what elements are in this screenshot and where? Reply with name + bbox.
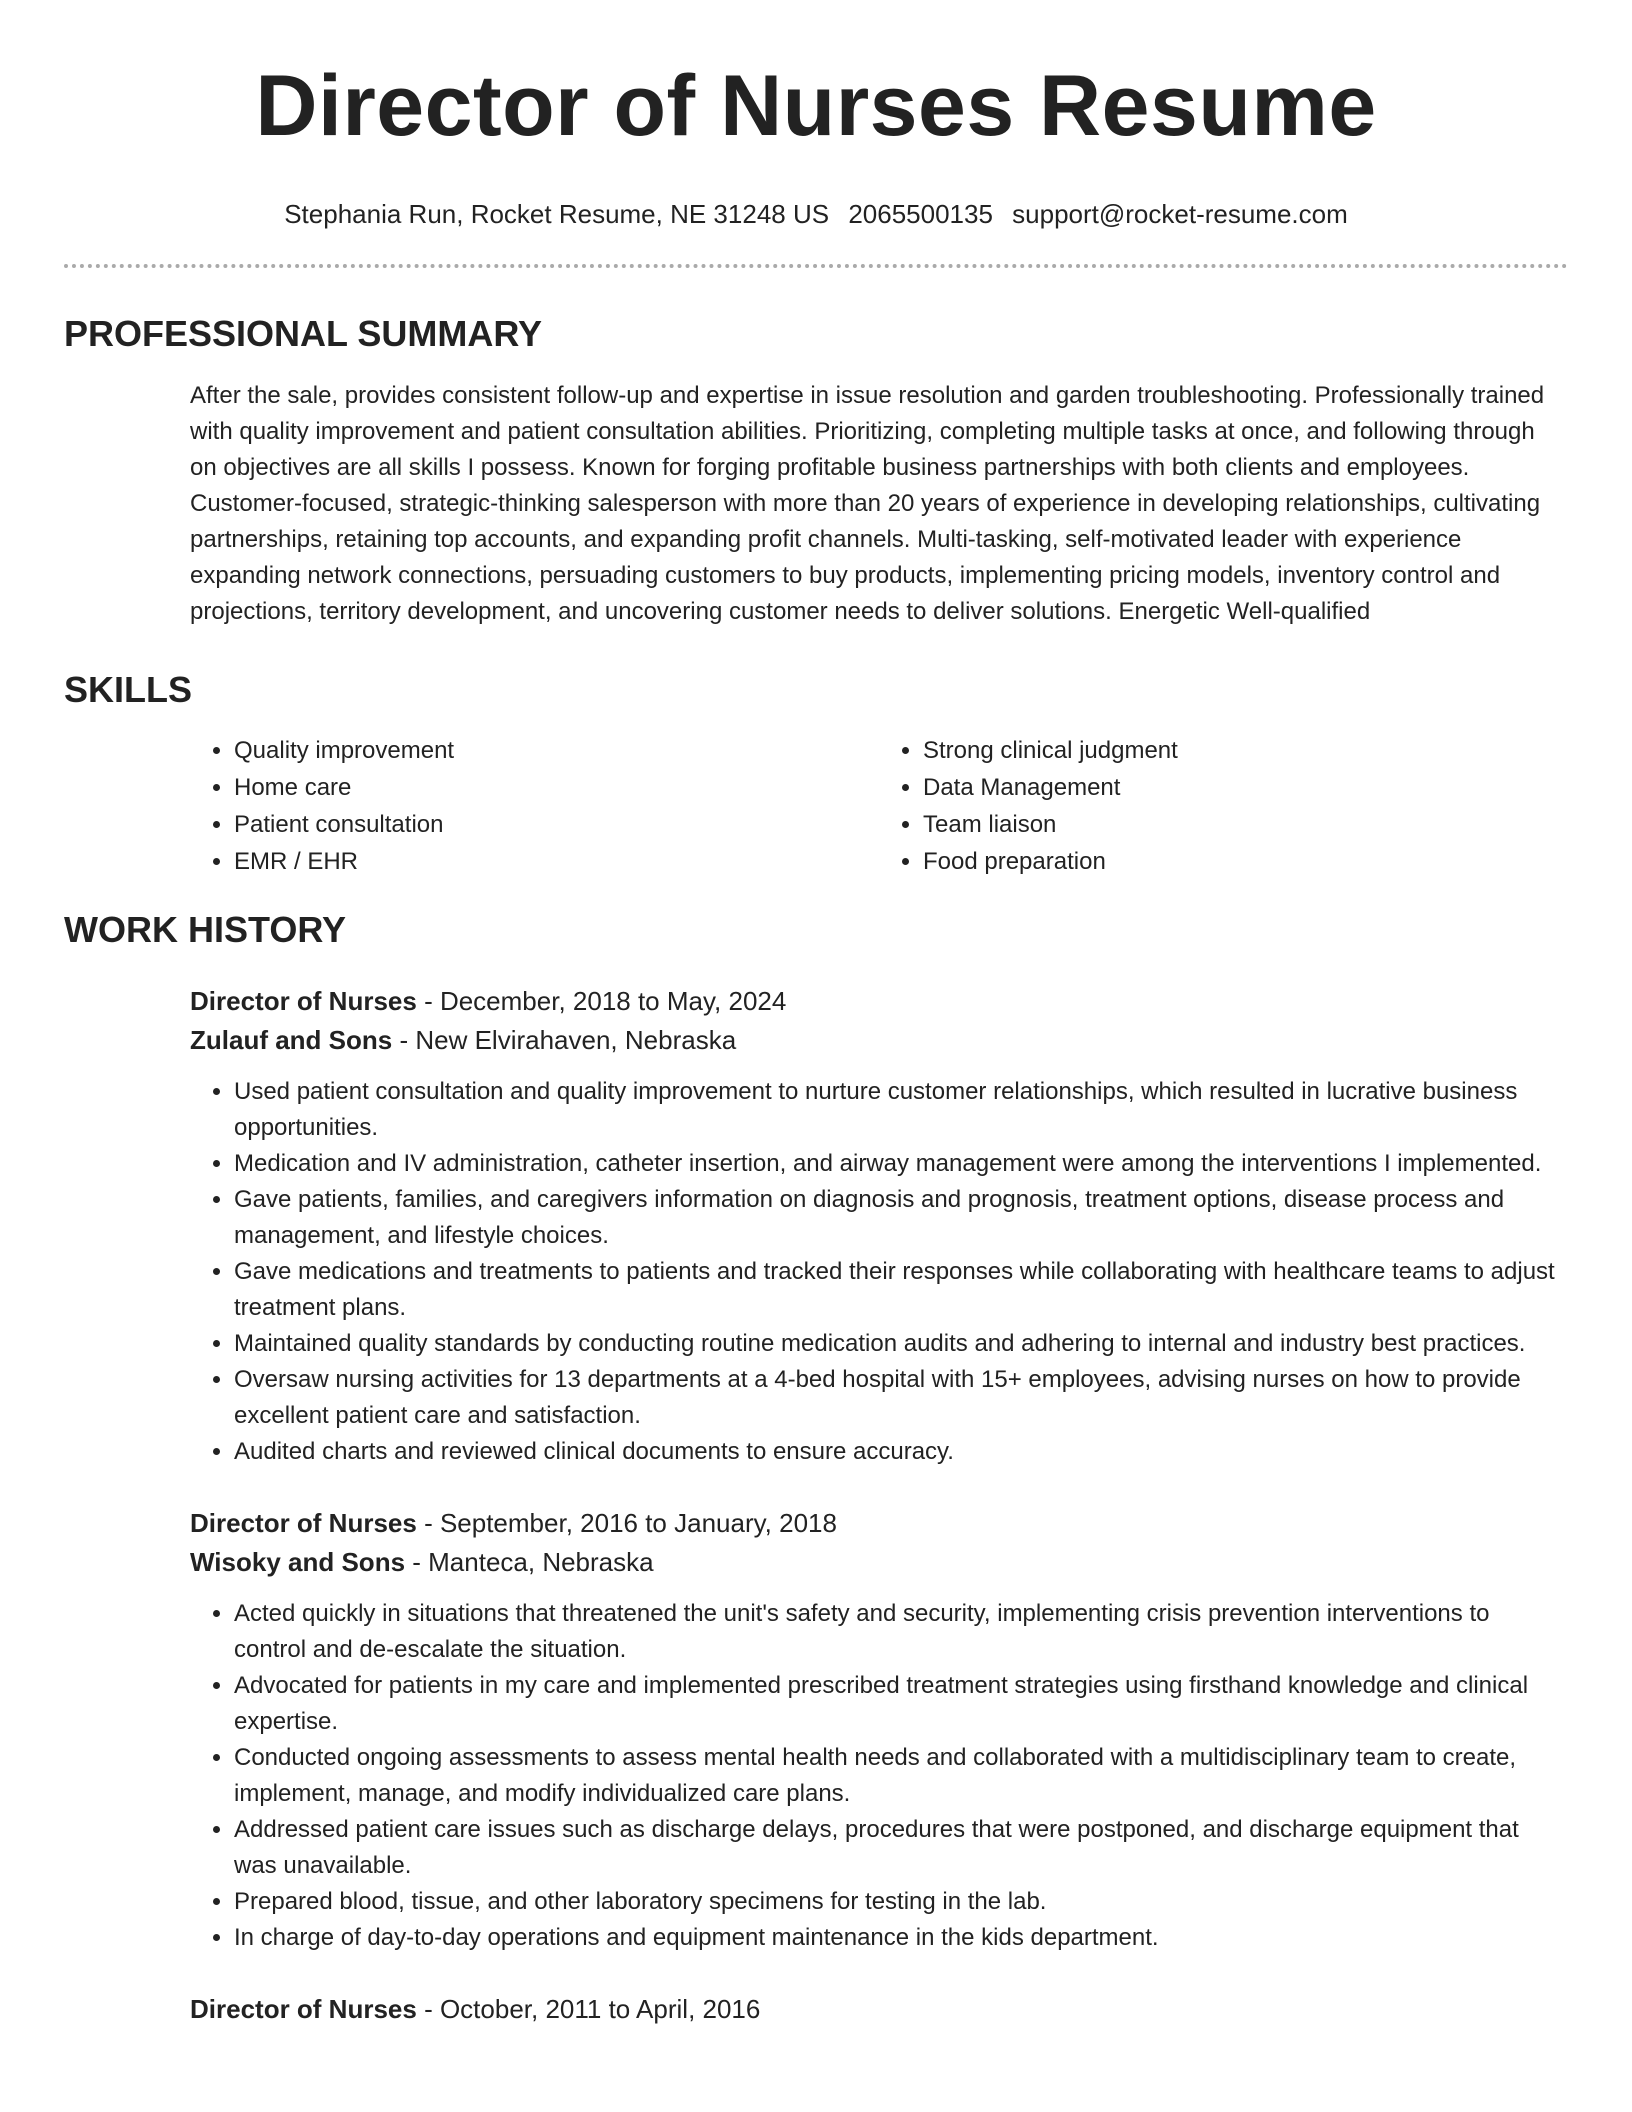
skills-column-left xyxy=(190,732,879,880)
job-company-line xyxy=(190,1543,1568,1582)
work-history-section xyxy=(64,908,1568,2029)
work-history-heading: WORK HISTORY xyxy=(64,909,347,950)
job-bullet: • Addressed patient care issues such as discharge delays, procedures that were postponed, and discharge equipment that was unavailable. xyxy=(234,1812,1568,1884)
job-bullets xyxy=(190,1074,1568,1470)
job-bullets xyxy=(190,1596,1568,1956)
skills-heading: SKILLS xyxy=(64,669,193,710)
job-company: Zulauf and Sons xyxy=(190,1025,393,1055)
job-bullet: • Gave medications and treatments to patients and tracked their responses while collaborating with healthcare teams to adjust treatment plans. xyxy=(234,1254,1568,1326)
job-title: Director of Nurses xyxy=(190,1994,417,2024)
skill-item: • Patient consultation xyxy=(234,806,879,843)
job-bullet: • Conducted ongoing assessments to assess mental health needs and collaborated with a multidisciplinary team to create, implement, manage, and modify individualized care plans. xyxy=(234,1740,1568,1812)
summary-heading: PROFESSIONAL SUMMARY xyxy=(64,313,543,354)
skills-column-right xyxy=(879,732,1568,880)
job-location: - New Elvirahaven, Nebraska xyxy=(392,1025,737,1055)
job-bullet: • Used patient consultation and quality improvement to nurture customer relationships, which resulted in lucrative business opportunities. xyxy=(234,1074,1568,1146)
job-entry xyxy=(190,1990,1568,2029)
job-bullet: • In charge of day-to-day operations and equipment maintenance in the kids department. xyxy=(234,1920,1568,1956)
contact-email: support@rocket-resume.com xyxy=(1012,199,1348,229)
job-bullet: • Audited charts and reviewed clinical documents to ensure accuracy. xyxy=(234,1434,1568,1470)
skills-section xyxy=(64,668,1568,880)
job-title-line xyxy=(190,982,1568,1021)
resume-page xyxy=(64,0,1568,2029)
job-bullet: • Gave patients, families, and caregivers information on diagnosis and prognosis, treatment options, disease process and management, and lifestyle choices. xyxy=(234,1182,1568,1254)
skills-grid xyxy=(190,732,1568,880)
job-dates: - December, 2018 to May, 2024 xyxy=(416,986,787,1016)
contact-phone: 2065500135 xyxy=(848,199,993,229)
job-location: - Manteca, Nebraska xyxy=(405,1547,654,1577)
header-divider xyxy=(64,264,1568,268)
job-title-line xyxy=(190,1990,1568,2029)
job-bullet: • Oversaw nursing activities for 13 departments at a 4-bed hospital with 15+ employees, advising nurses on how to provide excellent patient care and satisfaction. xyxy=(234,1362,1568,1434)
contact-address: Stephania Run, Rocket Resume, NE 31248 US xyxy=(284,199,830,229)
job-bullet: • Prepared blood, tissue, and other laboratory specimens for testing in the lab. xyxy=(234,1884,1568,1920)
job-bullet: • Acted quickly in situations that threatened the unit's safety and security, implementing crisis prevention interventions to control and de-escalate the situation. xyxy=(234,1596,1568,1668)
job-title: Director of Nurses xyxy=(190,1508,417,1538)
job-bullet: • Medication and IV administration, catheter insertion, and airway management were among the interventions I implemented. xyxy=(234,1146,1568,1182)
skill-item: • Data Management xyxy=(923,769,1568,806)
job-entry xyxy=(190,982,1568,1470)
summary-section xyxy=(64,312,1568,630)
skill-item: • Quality improvement xyxy=(234,732,879,769)
skill-item: • Team liaison xyxy=(923,806,1568,843)
skill-item: • Food preparation xyxy=(923,843,1568,880)
skill-item: • Home care xyxy=(234,769,879,806)
contact-line xyxy=(64,198,1568,230)
resume-title: Director of Nurses Resume xyxy=(255,58,1377,154)
job-bullet: • Advocated for patients in my care and implemented prescribed treatment strategies using firsthand knowledge and clinical expertise. xyxy=(234,1668,1568,1740)
summary-text: After the sale, provides consistent follow-up and expertise in issue resolution and garden troubleshooting. Professionally trained with quality improvement and patient consultation abilities. Prioritizing, completing multiple tasks at once, and following through on objectives are all skills I possess. Known for forging profitable business partnerships with both clients and employees. Customer-focused, strategic-thinking salesperson with more than 20 years of experience in developing relationships, cultivating partnerships, retaining top accounts, and expanding profit channels. Multi-tasking, self-motivated leader with experience expanding network connections, persuading customers to buy products, implementing pricing models, inventory control and projections, territory development, and uncovering customer needs to deliver solutions. Energetic Well-qualified xyxy=(190,382,1545,625)
job-company-line xyxy=(190,1021,1568,1060)
job-title-line xyxy=(190,1504,1568,1543)
job-entry xyxy=(190,1504,1568,1956)
job-dates: - September, 2016 to January, 2018 xyxy=(416,1508,837,1538)
job-title: Director of Nurses xyxy=(190,986,417,1016)
skill-item: • EMR / EHR xyxy=(234,843,879,880)
job-company: Wisoky and Sons xyxy=(190,1547,406,1577)
job-bullet: • Maintained quality standards by conducting routine medication audits and adhering to internal and industry best practices. xyxy=(234,1326,1568,1362)
skill-item: • Strong clinical judgment xyxy=(923,732,1568,769)
job-dates: - October, 2011 to April, 2016 xyxy=(416,1994,761,2024)
